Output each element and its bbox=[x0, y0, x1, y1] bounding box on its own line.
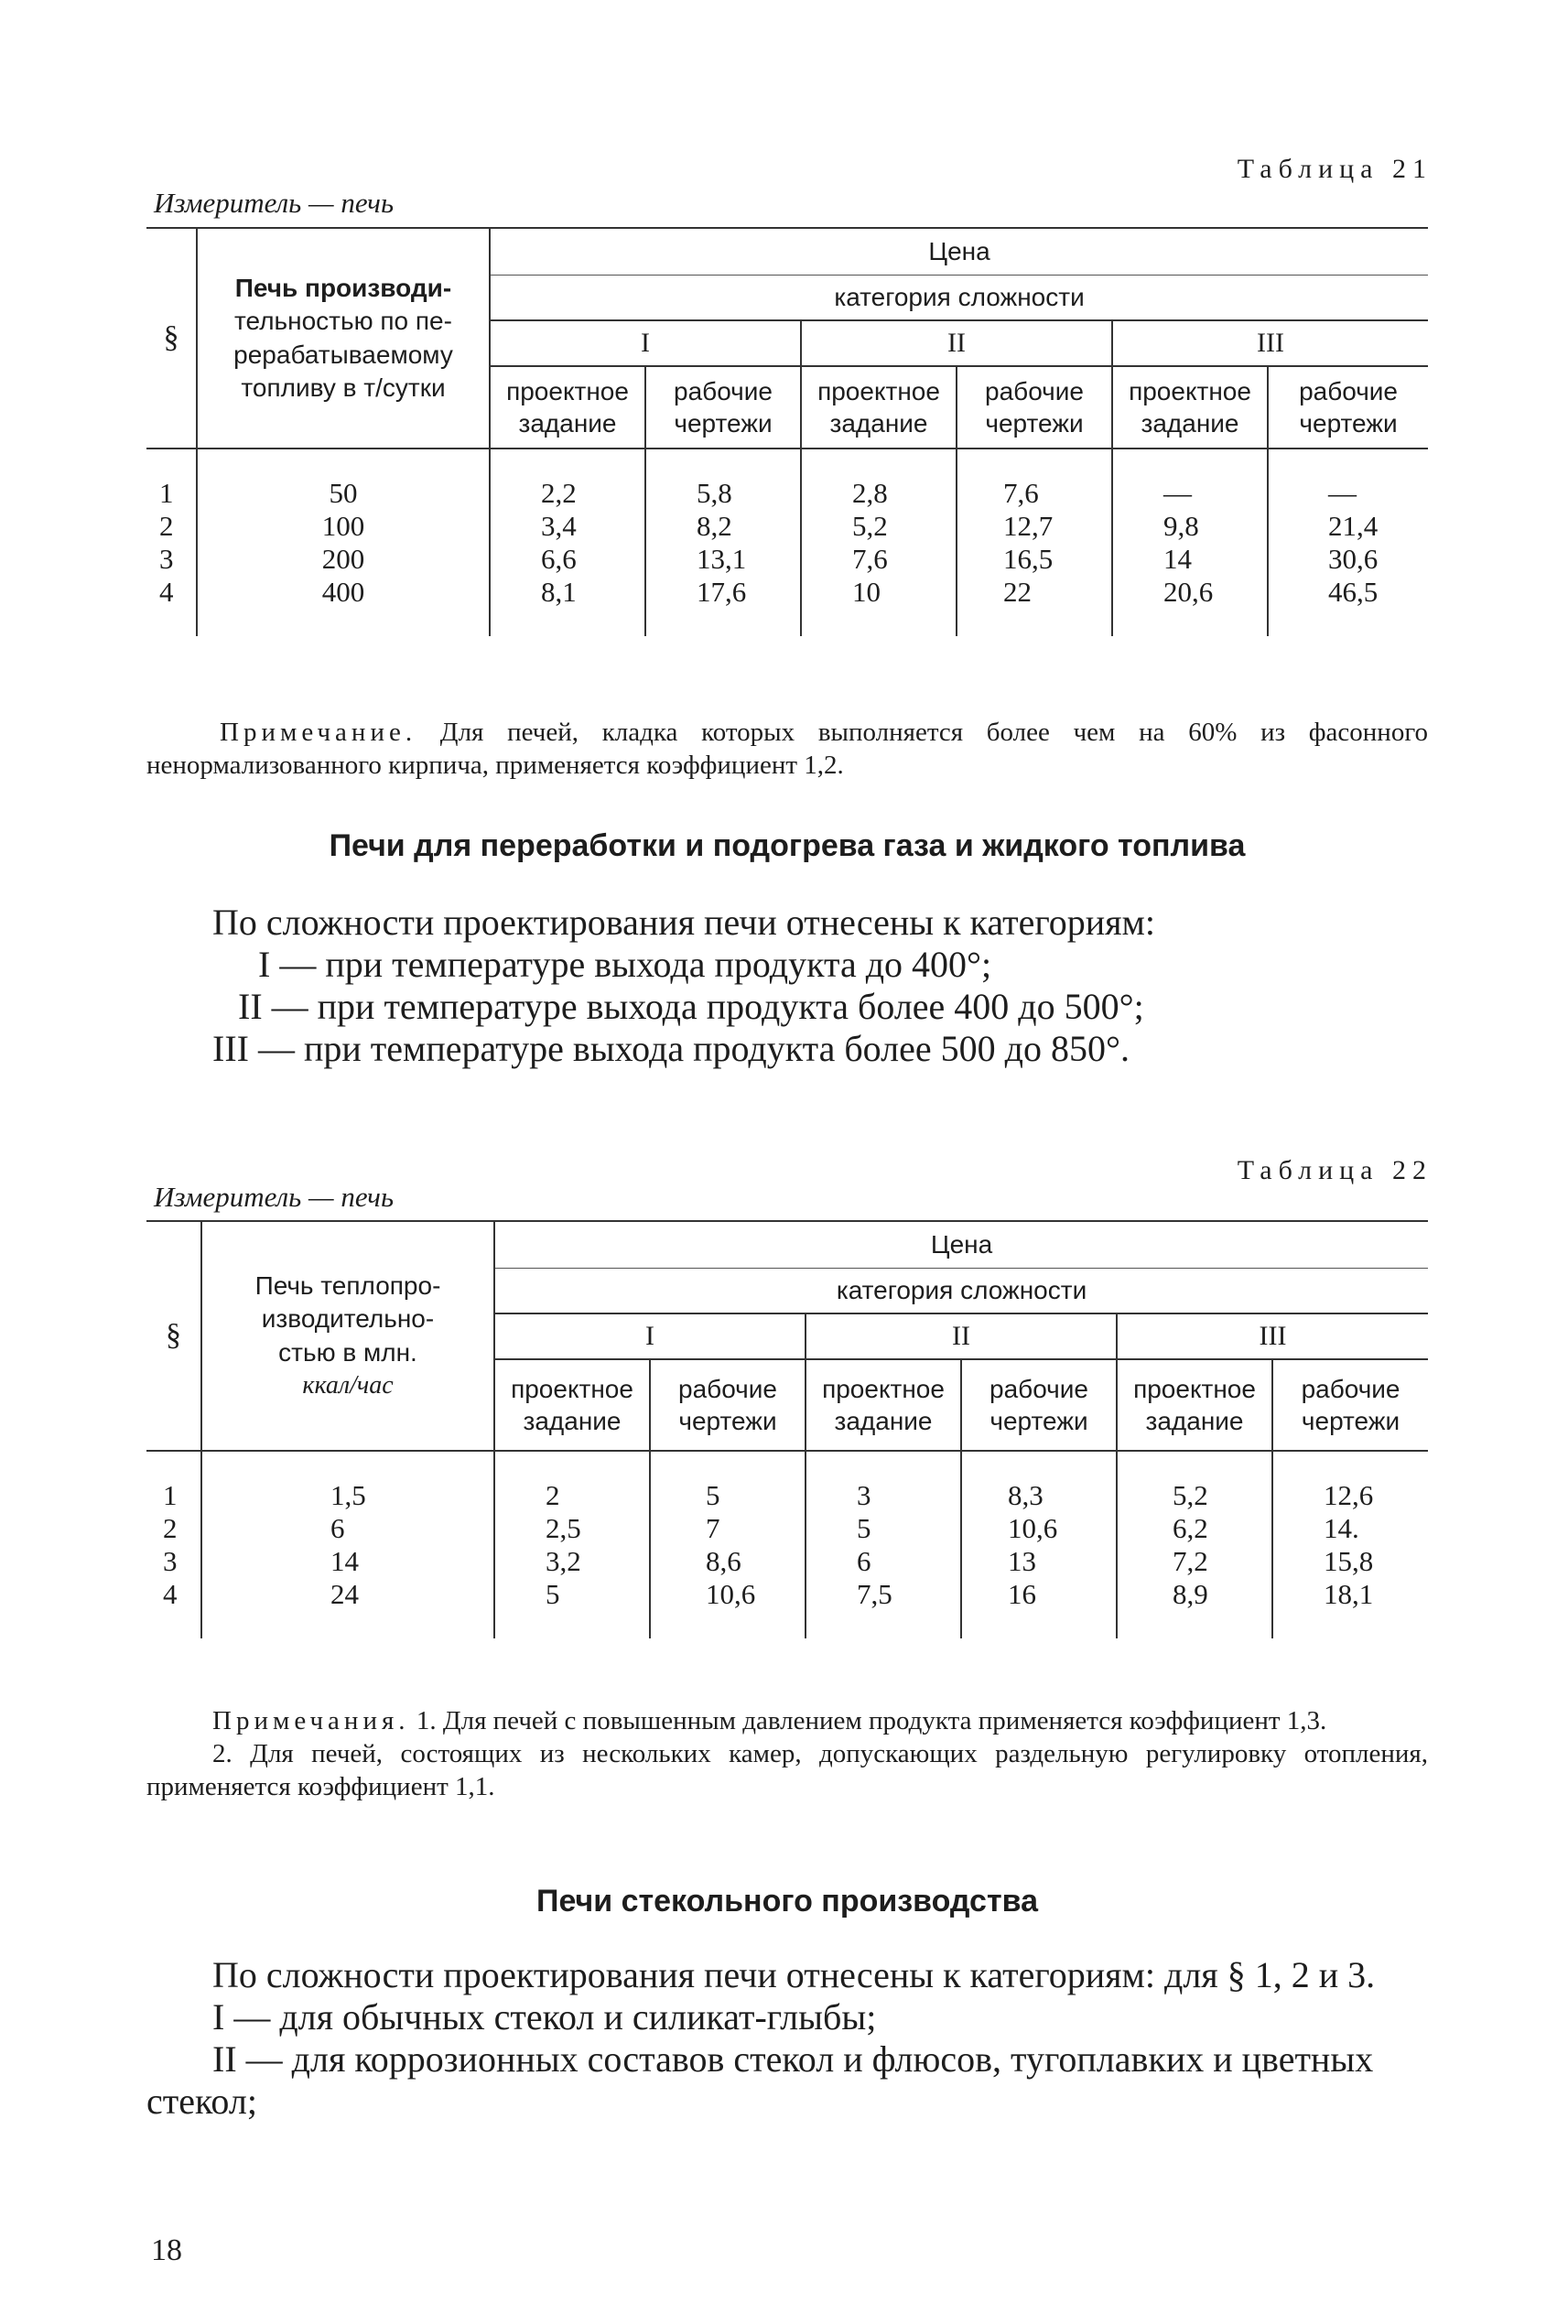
t21-r4-c2: 17,6 bbox=[697, 576, 747, 608]
t22-cap-1: 1,5 bbox=[330, 1479, 366, 1511]
table22-note-head: Примечания. bbox=[212, 1706, 410, 1735]
t22-sub-b-2 bbox=[961, 1359, 1117, 1451]
t21-col-c6 bbox=[1268, 449, 1428, 636]
t21-r3-c3: 7,6 bbox=[852, 543, 888, 575]
table22-section-header: § bbox=[166, 1318, 181, 1353]
t21-cap-1: 50 bbox=[329, 477, 358, 509]
t21-sec-4: 4 bbox=[159, 576, 174, 608]
t22-r4-c5: 8,9 bbox=[1173, 1578, 1208, 1610]
table21-cat-2: II bbox=[801, 320, 1112, 366]
t21-sub-a-2-l1: проектное bbox=[817, 377, 940, 405]
t22-sub-a-1 bbox=[494, 1359, 650, 1451]
t22-r3-c4: 13 bbox=[1008, 1545, 1036, 1577]
table22-price-header: Цена bbox=[494, 1222, 1428, 1268]
t22-desc-1: Печь теплопро- bbox=[254, 1270, 441, 1300]
t21-r1-c3: 2,8 bbox=[852, 477, 888, 509]
t22-r1-c1: 2 bbox=[546, 1479, 560, 1511]
section2-item-1: I — для обычных стекол и силикат-глыбы; bbox=[212, 1996, 877, 2038]
section2-item-2: II — для коррозионных составов стекол и флюсов, тугоплавких и цветных стекол; bbox=[146, 2038, 1374, 2122]
table21-price-header: Цена bbox=[490, 229, 1428, 275]
t22-r3-c6: 15,8 bbox=[1324, 1545, 1374, 1577]
table21-label: Таблица 21 bbox=[1237, 154, 1433, 184]
t22-col-c3 bbox=[806, 1451, 961, 1638]
t22-cap-3: 14 bbox=[330, 1545, 359, 1577]
table22-desc-header bbox=[201, 1222, 494, 1451]
t22-r1-c6: 12,6 bbox=[1324, 1479, 1374, 1511]
t21-r1-c2: 5,8 bbox=[697, 477, 732, 509]
section2-heading: Печи стекольного производства bbox=[536, 1884, 1038, 1919]
t22-r3-c5: 7,2 bbox=[1173, 1545, 1208, 1577]
t22-sub-b-3-l2: чертежи bbox=[1301, 1407, 1400, 1435]
t22-sub-b-1-l1: рабочие bbox=[678, 1375, 777, 1403]
t22-col-c5 bbox=[1117, 1451, 1272, 1638]
t21-r1-c5: — bbox=[1163, 477, 1192, 509]
t22-sub-a-2 bbox=[806, 1359, 961, 1451]
table21-cat-1: I bbox=[490, 320, 801, 366]
table21-note-head: Примечание. bbox=[220, 718, 417, 747]
t22-sub-a-2-l2: задание bbox=[834, 1407, 933, 1435]
t22-r2-c3: 5 bbox=[857, 1512, 871, 1544]
t22-sub-b-3-l1: рабочие bbox=[1301, 1375, 1400, 1403]
section1-item-2: II — при температуре выхода продукта более 400 до 500°; bbox=[238, 986, 1144, 1027]
t22-r2-c6: 14. bbox=[1324, 1512, 1359, 1544]
table21 bbox=[146, 229, 1428, 636]
t22-col-c1 bbox=[494, 1451, 650, 1638]
table21-category-header: категория сложности bbox=[490, 275, 1428, 320]
t22-sub-b-3 bbox=[1272, 1359, 1428, 1451]
t21-sub-b-3-l2: чертежи bbox=[1299, 409, 1398, 438]
t22-cap-2: 6 bbox=[330, 1512, 345, 1544]
t21-col-c4 bbox=[957, 449, 1112, 636]
t22-r2-c1: 2,5 bbox=[546, 1512, 581, 1544]
t22-cap-4: 24 bbox=[330, 1578, 359, 1610]
t21-sub-a-1 bbox=[490, 366, 645, 449]
t21-desc-1: Печь производи- bbox=[234, 273, 452, 302]
t21-col-c2 bbox=[645, 449, 801, 636]
t21-r3-c6: 30,6 bbox=[1328, 543, 1379, 575]
table22-cat-1: I bbox=[494, 1313, 806, 1359]
table21-section-header: § bbox=[163, 320, 179, 355]
table21-unit: Измеритель — печь bbox=[154, 187, 395, 219]
t22-sub-a-2-l1: проектное bbox=[822, 1375, 945, 1403]
t22-sec-4: 4 bbox=[163, 1578, 178, 1610]
t22-sub-a-3-l2: задание bbox=[1145, 1407, 1244, 1435]
table22-note-1 bbox=[146, 1704, 1428, 1737]
t21-sub-a-3-l1: проектное bbox=[1129, 377, 1251, 405]
t21-sec-1: 1 bbox=[159, 477, 174, 509]
t21-r3-c2: 13,1 bbox=[697, 543, 747, 575]
t22-r3-c1: 3,2 bbox=[546, 1545, 581, 1577]
t22-r1-c2: 5 bbox=[706, 1479, 720, 1511]
table21-desc-header bbox=[197, 229, 490, 449]
t21-r4-c1: 8,1 bbox=[541, 576, 577, 608]
t22-sub-b-1-l2: чертежи bbox=[678, 1407, 777, 1435]
t22-r4-c3: 7,5 bbox=[857, 1578, 892, 1610]
table21-cat-3: III bbox=[1112, 320, 1428, 366]
section1-item-1: I — при температуре выхода продукта до 400°; bbox=[258, 944, 992, 985]
t22-desc-2: изводительно- bbox=[261, 1304, 435, 1334]
t21-desc-3: рерабатываемому bbox=[233, 340, 453, 369]
table22-cat-2: II bbox=[806, 1313, 1117, 1359]
table22-unit: Измеритель — печь bbox=[154, 1181, 395, 1213]
table22-note1-text: 1. Для печей с повышенным давлением продукта применяется коэффициент 1,3. bbox=[409, 1706, 1327, 1735]
t22-col-section bbox=[146, 1451, 201, 1638]
t22-sub-a-1-l2: задание bbox=[523, 1407, 622, 1435]
section2-body bbox=[146, 1954, 1428, 2123]
t22-r2-c5: 6,2 bbox=[1173, 1512, 1208, 1544]
t21-sub-a-1-l2: задание bbox=[518, 409, 617, 438]
t22-sub-a-1-l1: проектное bbox=[511, 1375, 633, 1403]
t21-r3-c4: 16,5 bbox=[1003, 543, 1054, 575]
t21-r4-c3: 10 bbox=[852, 576, 881, 608]
t21-cap-2: 100 bbox=[321, 510, 365, 542]
t21-desc-4: топливу в т/сутки bbox=[241, 373, 446, 402]
t22-sub-b-2-l1: рабочие bbox=[989, 1375, 1088, 1403]
section2-intro: По сложности проектирования печи отнесены к категориям: для § 1, 2 и 3. bbox=[212, 1954, 1376, 1995]
t21-sub-b-1 bbox=[645, 366, 801, 449]
t22-sec-1: 1 bbox=[163, 1479, 178, 1511]
t22-r4-c1: 5 bbox=[546, 1578, 560, 1610]
t22-r2-c2: 7 bbox=[706, 1512, 720, 1544]
t21-r3-c5: 14 bbox=[1163, 543, 1192, 575]
t22-sub-a-3-l1: проектное bbox=[1133, 1375, 1256, 1403]
t21-r2-c4: 12,7 bbox=[1003, 510, 1054, 542]
table21-note-text: Для печей, кладка которых выполняется более чем на 60% из фасонного ненормализованного кирпича, применяется коэффициент 1,2. bbox=[146, 718, 1428, 780]
t22-r1-c5: 5,2 bbox=[1173, 1479, 1208, 1511]
table21-note bbox=[146, 716, 1428, 782]
t21-r1-c1: 2,2 bbox=[541, 477, 577, 509]
t21-sub-a-2 bbox=[801, 366, 957, 449]
t21-cap-3: 200 bbox=[321, 543, 365, 575]
t21-cap-4: 400 bbox=[321, 576, 365, 608]
t21-r2-c5: 9,8 bbox=[1163, 510, 1199, 542]
t22-r2-c4: 10,6 bbox=[1008, 1512, 1058, 1544]
table22-notes bbox=[146, 1704, 1428, 1803]
t21-col-c5 bbox=[1112, 449, 1268, 636]
page-number: 18 bbox=[151, 2233, 182, 2267]
t22-sec-3: 3 bbox=[163, 1545, 178, 1577]
t21-r2-c3: 5,2 bbox=[852, 510, 888, 542]
table22-note-2: 2. Для печей, состоящих из нескольких камер, допускающих раздельную регулировку отопления, применяется коэффициент 1,1. bbox=[146, 1739, 1428, 1801]
t21-sub-b-1-l2: чертежи bbox=[674, 409, 773, 438]
t21-r4-c5: 20,6 bbox=[1163, 576, 1214, 608]
t21-col-capacity bbox=[197, 449, 490, 636]
t21-col-c1 bbox=[490, 449, 645, 636]
t22-r3-c3: 6 bbox=[857, 1545, 871, 1577]
t21-r4-c6: 46,5 bbox=[1328, 576, 1379, 608]
t21-sec-2: 2 bbox=[159, 510, 174, 542]
t21-r2-c1: 3,4 bbox=[541, 510, 577, 542]
t22-col-c4 bbox=[961, 1451, 1117, 1638]
t21-sub-b-2 bbox=[957, 366, 1112, 449]
t22-col-c6 bbox=[1272, 1451, 1428, 1638]
t22-r4-c4: 16 bbox=[1008, 1578, 1036, 1610]
t21-sub-b-3-l1: рабочие bbox=[1299, 377, 1399, 405]
t22-sub-b-2-l2: чертежи bbox=[989, 1407, 1088, 1435]
t21-sub-b-2-l2: чертежи bbox=[985, 409, 1084, 438]
t21-r1-c6: — bbox=[1328, 477, 1357, 509]
t21-col-c3 bbox=[801, 449, 957, 636]
t22-desc-4: ккал/час bbox=[302, 1370, 394, 1400]
table22-label: Таблица 22 bbox=[1237, 1155, 1433, 1185]
table22-cat-3: III bbox=[1117, 1313, 1428, 1359]
t21-desc-2: тельностью по пе- bbox=[234, 307, 452, 336]
t21-r2-c2: 8,2 bbox=[697, 510, 732, 542]
t21-sub-a-3 bbox=[1112, 366, 1268, 449]
t21-sub-a-1-l1: проектное bbox=[506, 377, 629, 405]
t21-r2-c6: 21,4 bbox=[1328, 510, 1379, 542]
t21-sub-b-1-l1: рабочие bbox=[674, 377, 773, 405]
t22-r1-c3: 3 bbox=[857, 1479, 871, 1511]
t21-sub-b-3 bbox=[1268, 366, 1428, 449]
t21-sub-b-2-l1: рабочие bbox=[985, 377, 1084, 405]
t21-col-section bbox=[146, 449, 197, 636]
t22-sub-a-3 bbox=[1117, 1359, 1272, 1451]
section1-intro: По сложности проектирования печи отнесены к категориям: bbox=[212, 902, 1155, 943]
section1-item-3: III — при температуре выхода продукта более 500 до 850°. bbox=[212, 1028, 1130, 1069]
table22 bbox=[146, 1222, 1428, 1638]
t21-r3-c1: 6,6 bbox=[541, 543, 577, 575]
t22-r1-c4: 8,3 bbox=[1008, 1479, 1044, 1511]
t22-r4-c2: 10,6 bbox=[706, 1578, 756, 1610]
t21-sub-a-2-l2: задание bbox=[829, 409, 928, 438]
t21-sub-a-3-l2: задание bbox=[1141, 409, 1239, 438]
t21-sec-3: 3 bbox=[159, 543, 174, 575]
section1-body bbox=[146, 902, 1428, 1070]
t22-r4-c6: 18,1 bbox=[1324, 1578, 1374, 1610]
t22-r3-c2: 8,6 bbox=[706, 1545, 741, 1577]
t21-r1-c4: 7,6 bbox=[1003, 477, 1039, 509]
t22-col-capacity bbox=[201, 1451, 494, 1638]
section1-heading: Печи для переработки и подогрева газа и жидкого топлива bbox=[329, 828, 1246, 863]
table22-category-header: категория сложности bbox=[494, 1268, 1428, 1313]
t22-desc-3: стью в млн. bbox=[278, 1337, 417, 1367]
t22-sec-2: 2 bbox=[163, 1512, 178, 1544]
t21-r4-c4: 22 bbox=[1003, 576, 1032, 608]
t22-col-c2 bbox=[650, 1451, 806, 1638]
t22-sub-b-1 bbox=[650, 1359, 806, 1451]
